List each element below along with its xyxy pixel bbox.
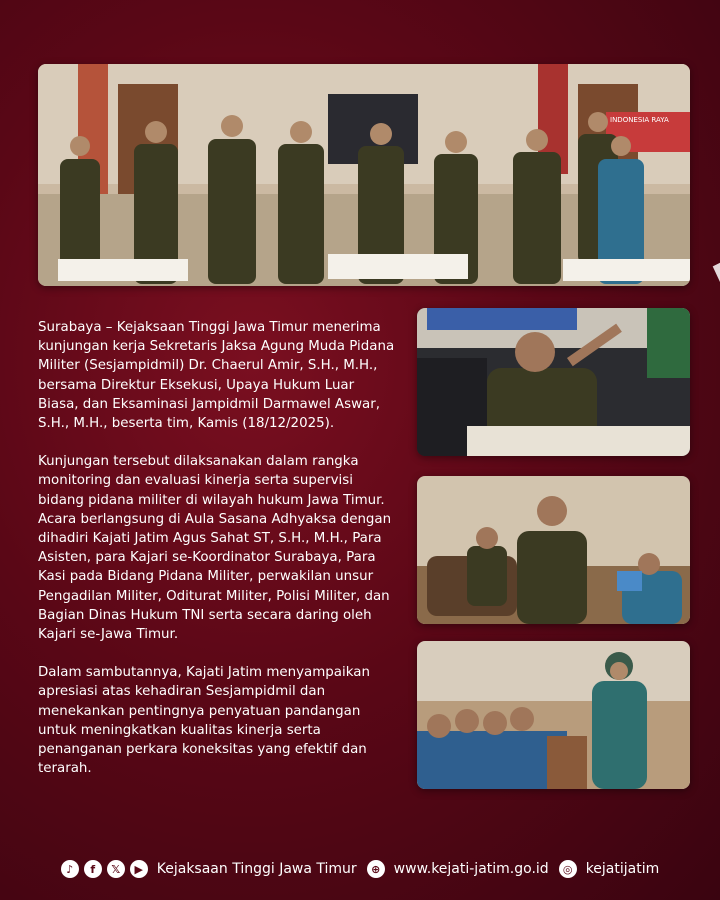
hero-group-photo (38, 64, 690, 286)
x-icon[interactable]: 𝕏 (107, 860, 125, 878)
social-icons (61, 860, 357, 878)
footer-bar (0, 852, 720, 886)
youtube-icon[interactable]: ▶ (130, 860, 148, 878)
instagram-icon[interactable]: ◎ (559, 860, 577, 878)
globe-icon: ⊕ (367, 860, 385, 878)
org-name: Kejaksaan Tinggi Jawa Timur (156, 861, 357, 877)
photo-speaker-seated (417, 308, 690, 456)
article-paragraph-1: Surabaya – Kejaksaan Tinggi Jawa Timur menerima kunjungan kerja Sekretaris Jaksa Agung Muda Pidana Militer (Sesjampidmil) Dr. Chaerul Amir, S.H., M.H., bersama Direktur Eksekusi, Upaya Hukum Luar Biasa, dan Eksaminasi Jampidmil Darmawel Aswar, S.H., M.H., beserta tim, Kamis (18/12/2025). (38, 320, 395, 432)
photo-officer-speaking (417, 476, 690, 624)
instagram-handle[interactable]: kejatijatim (585, 861, 660, 877)
tiktok-icon[interactable]: ♪ (61, 860, 79, 878)
banner-text: INDONESIA RAYA (610, 116, 669, 124)
website-link[interactable]: www.kejati-jatim.go.id (393, 861, 549, 877)
website-group (367, 860, 549, 878)
photo-female-officer-speaking (417, 641, 690, 789)
article-paragraph-2: Kunjungan tersebut dilaksanakan dalam rangka monitoring dan evaluasi kinerja serta supervisi bidang pidana militer di wilayah hukum Jawa Timur. Acara berlangsung di Aula Sasana Adhyaksa dengan dihadiri Kajati Jatim Agus Sahat ST, S.H., M.H., Para Asisten, para Kajari se-Koordinator Surabaya, Para Kasi pada Bidang Pidana Militer, perwakilan unsur Pengadilan Militer, Oditurat Militer, Polisi Militer, dan Bagian Dinas Hukum TNI serta secara daring oleh Kajari se-Jawa Timur. (38, 454, 392, 643)
facebook-icon[interactable]: f (84, 860, 102, 878)
instagram-group (559, 860, 660, 878)
article-paragraph-3: Dalam sambutannya, Kajati Jatim menyampaikan apresiasi atas kehadiran Sesjampidmil dan menekankan pentingnya penyatuan pandangan untuk meningkatkan kualitas kinerja serta penanganan perkara koneksitas yang efektif dan terarah. (38, 665, 370, 777)
article-body (38, 318, 398, 797)
